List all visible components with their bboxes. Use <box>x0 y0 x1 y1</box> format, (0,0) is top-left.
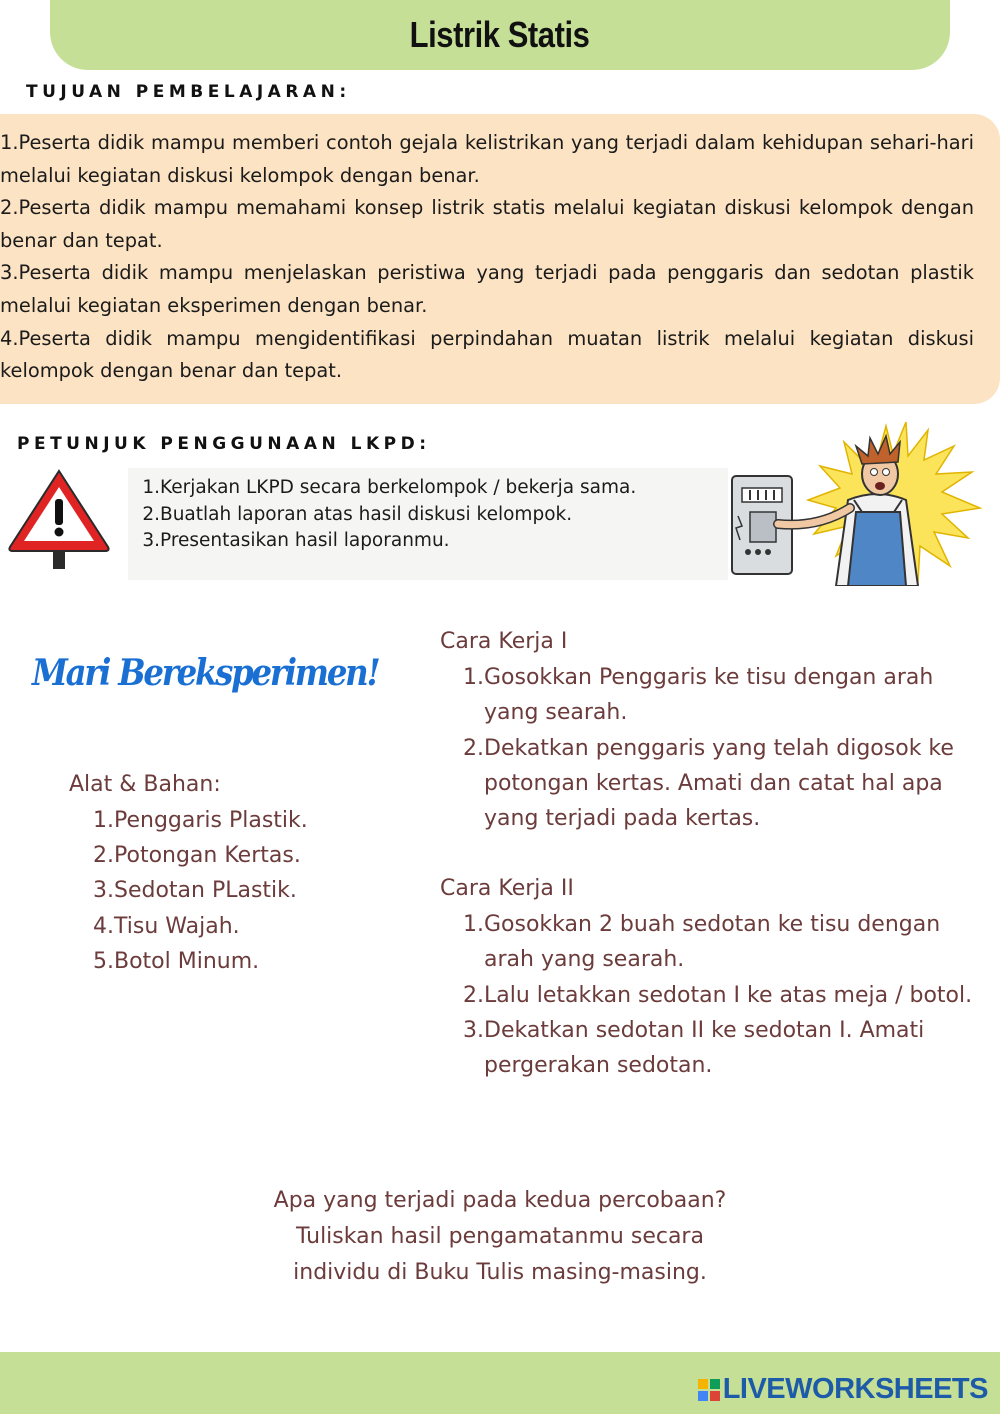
closing-question <box>0 1183 1000 1291</box>
instruction-text: Kerjakan LKPD secara berkelompok / bekerja sama. <box>160 477 637 498</box>
procedure-2-title: Cara Kerja II <box>440 876 574 901</box>
materials-list <box>80 803 308 979</box>
title-bar <box>50 0 950 70</box>
materials-number: 5. <box>93 948 114 974</box>
step-number: 2. <box>463 982 484 1008</box>
materials-number: 3. <box>93 878 114 904</box>
instruction-number: 3. <box>142 530 160 551</box>
brand-name: LIVEWORKSHEETS <box>722 1373 988 1405</box>
materials-item <box>80 838 308 873</box>
goals-box <box>0 114 1000 404</box>
materials-text: Botol Minum. <box>114 948 260 974</box>
electric-shock-illustration <box>728 416 1000 586</box>
question-line: Apa yang terjadi pada kedua percobaan? <box>273 1188 727 1213</box>
step-text: Dekatkan penggaris yang telah digosok ke potongan kertas. Amati dan catat hal apa yang terjadi pada kertas. <box>484 735 954 832</box>
procedure-2-list <box>440 907 980 1083</box>
instruction-number: 1. <box>142 477 160 498</box>
step-number: 3. <box>463 1017 484 1043</box>
step-text: Gosokkan 2 buah sedotan ke tisu dengan arah yang searah. <box>484 912 941 973</box>
instruction-item <box>138 502 728 529</box>
instructions-box <box>128 468 728 580</box>
procedure-1-list <box>440 660 980 836</box>
procedure-step <box>440 907 980 978</box>
question-line: Tuliskan hasil pengamatanmu secara <box>296 1224 704 1249</box>
goal-item: 2.Peserta didik mampu memahami konsep listrik statis melalui kegiatan diskusi kelompok dengan benar dan tepat. <box>0 196 974 252</box>
step-number: 2. <box>463 735 484 761</box>
step-text: Lalu letakkan sedotan I ke atas meja / botol. <box>484 982 973 1008</box>
question-line: individu di Buku Tulis masing-masing. <box>293 1260 707 1285</box>
materials-number: 4. <box>93 913 114 939</box>
step-number: 1. <box>463 912 484 937</box>
instruction-item <box>138 528 728 555</box>
materials-number: 1. <box>93 808 114 833</box>
procedure-step <box>440 731 980 837</box>
procedure-1-title: Cara Kerja I <box>440 629 568 654</box>
tujuan-heading: TUJUAN PEMBELAJARAN: <box>26 82 351 102</box>
experiment-title: Mari Bereksperimen! <box>32 652 379 694</box>
goal-item: 3.Peserta didik mampu menjelaskan peristiwa yang terjadi pada penggaris dan sedotan plastik melalui kegiatan eksperimen dengan benar. <box>0 261 974 317</box>
procedure-step <box>440 1013 980 1084</box>
step-number: 1. <box>463 665 484 690</box>
materials-text: Penggaris Plastik. <box>114 808 308 833</box>
goal-item: 4.Peserta didik mampu mengidentifikasi perpindahan muatan listrik melalui kegiatan diskusi kelompok dengan benar dan tepat. <box>0 326 974 383</box>
warning-sign-icon <box>4 465 112 573</box>
materials-text: Tisu Wajah. <box>114 913 240 939</box>
materials-title: Alat & Bahan: <box>69 772 221 797</box>
page-title: Listrik Statis <box>410 14 590 55</box>
materials-item <box>80 944 308 979</box>
instruction-text: Presentasikan hasil laporanmu. <box>160 530 450 551</box>
step-text: Dekatkan sedotan II ke sedotan I. Amati pergerakan sedotan. <box>484 1017 925 1079</box>
materials-text: Potongan Kertas. <box>114 843 301 869</box>
liveworksheets-logo-icon <box>698 1379 720 1401</box>
materials-item <box>80 909 308 944</box>
petunjuk-heading: PETUNJUK PENGGUNAAN LKPD: <box>17 434 431 454</box>
procedure-step <box>440 978 980 1013</box>
liveworksheets-brand[interactable] <box>698 1373 988 1406</box>
instruction-number: 2. <box>142 503 160 525</box>
materials-number: 2. <box>93 843 114 869</box>
step-text: Gosokkan Penggaris ke tisu dengan arah yang searah. <box>484 665 934 726</box>
instruction-text: Buatlah laporan atas hasil diskusi kelompok. <box>160 503 573 525</box>
goal-item: 1.Peserta didik mampu memberi contoh gejala kelistrikan yang terjadi dalam kehidupan sehari-hari melalui kegiatan diskusi kelompok dengan benar. <box>0 131 974 187</box>
materials-item <box>80 803 308 838</box>
procedure-step <box>440 660 980 731</box>
materials-text: Sedotan PLastik. <box>114 878 297 904</box>
materials-item <box>80 873 308 908</box>
instruction-item <box>138 475 728 502</box>
